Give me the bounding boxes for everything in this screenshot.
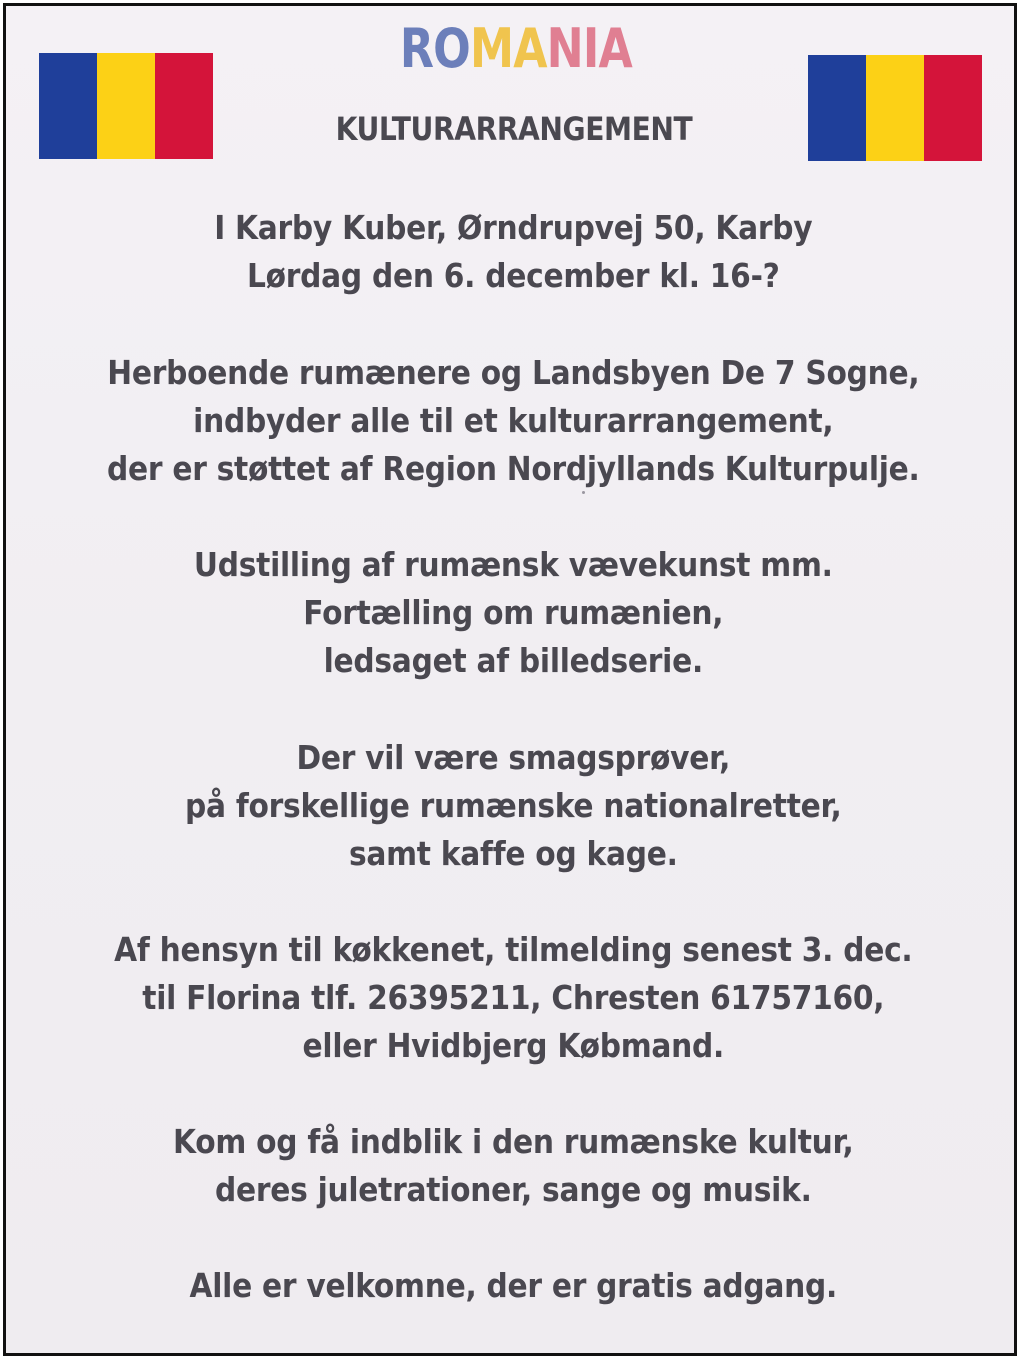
registration-block xyxy=(33,926,994,1070)
closing-block xyxy=(33,1262,994,1310)
title-part-nia: NIA xyxy=(546,17,633,80)
date-line: Lørdag den 6. december kl. 16-? xyxy=(246,256,780,295)
poster-title xyxy=(103,18,930,80)
location-block xyxy=(33,204,994,300)
exhibition-line: ledsaget af billedserie. xyxy=(323,641,703,680)
event-poster xyxy=(3,3,1017,1356)
title-part-ro: RO xyxy=(399,17,470,80)
exhibition-block xyxy=(33,541,994,685)
invitation-block xyxy=(33,349,994,493)
invitation-line: der er støttet af Region Nordjyllands Kulturpulje. xyxy=(107,449,920,488)
culture-line: Kom og få indblik i den rumænske kultur, xyxy=(173,1122,854,1161)
food-line: på forskellige rumænske nationalretter, xyxy=(185,786,842,825)
food-line: Der vil være smagsprøver, xyxy=(296,738,731,777)
food-line: samt kaffe og kage. xyxy=(348,834,678,873)
registration-line: Af hensyn til køkkenet, tilmelding senest 3. dec. xyxy=(114,930,913,969)
culture-line: deres juletrationer, sange og musik. xyxy=(214,1170,812,1209)
registration-line: til Florina tlf. 26395211, Chresten 61757160, xyxy=(142,978,885,1017)
food-block xyxy=(33,734,994,878)
paper-speck xyxy=(582,491,585,494)
closing-line: Alle er velkomne, der er gratis adgang. xyxy=(189,1266,838,1305)
culture-block xyxy=(33,1118,994,1214)
registration-line: eller Hvidbjerg Købmand. xyxy=(302,1026,725,1065)
poster-subtitle: KULTURARRANGEMENT xyxy=(335,110,693,148)
title-part-ma: MA xyxy=(469,17,547,80)
invitation-line: indbyder alle til et kulturarrangement, xyxy=(193,401,834,440)
location-line: I Karby Kuber, Ørndrupvej 50, Karby xyxy=(214,208,813,247)
invitation-line: Herboende rumænere og Landsbyen De 7 Sogne, xyxy=(107,353,920,392)
exhibition-line: Fortælling om rumænien, xyxy=(303,593,724,632)
exhibition-line: Udstilling af rumænsk vævekunst mm. xyxy=(193,545,833,584)
